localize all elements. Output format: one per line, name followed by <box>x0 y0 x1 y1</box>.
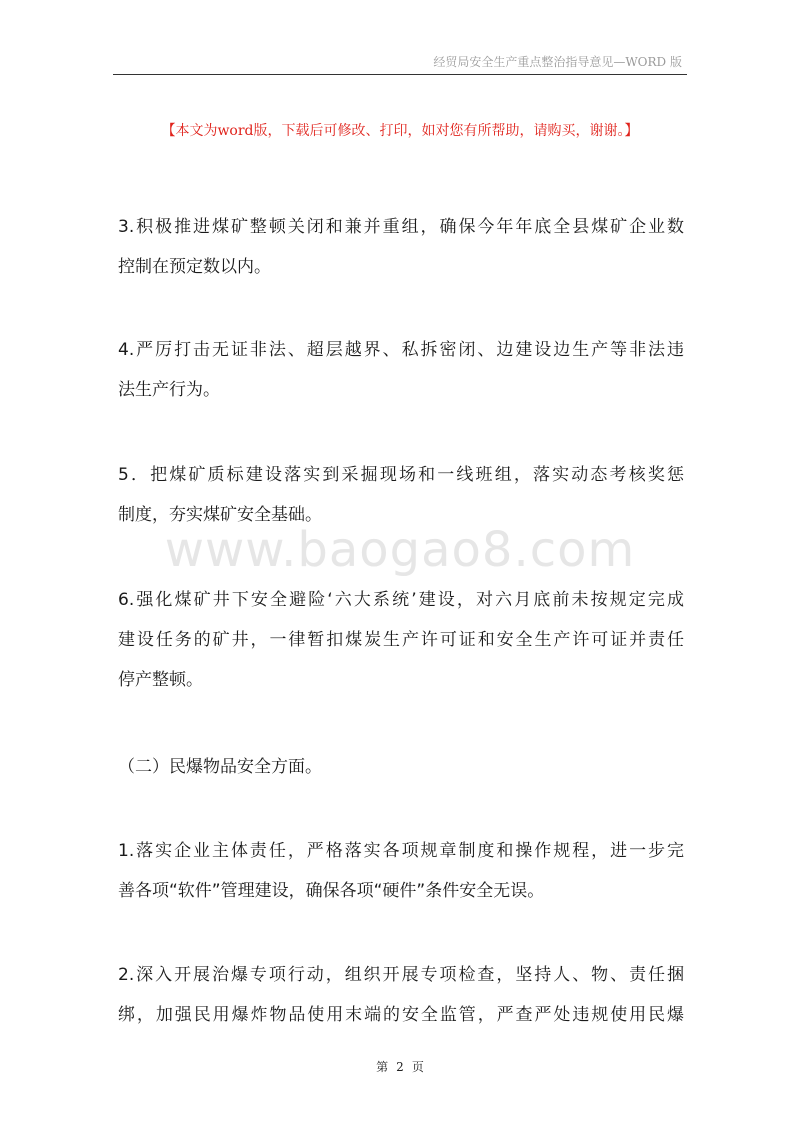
paragraph-line: 绑，加强民用爆炸物品使用末端的安全监管，严查严处违规使用民爆 <box>118 1005 684 1025</box>
paragraph-line: 建设任务的矿井，一律暂扣煤炭生产许可证和安全生产许可证并责任 <box>118 630 684 650</box>
paragraph-line: 1.落实企业主体责任，严格落实各项规章制度和操作规程，进一步完 <box>118 841 684 861</box>
paragraph-line: 3.积极推进煤矿整顿关闭和兼并重组，确保今年年底全县煤矿企业数 <box>118 217 684 237</box>
paragraph-item-6 <box>118 580 684 700</box>
paragraph-item-3 <box>118 207 684 287</box>
page-prefix: 第 <box>376 1060 389 1074</box>
page-footer <box>0 1058 800 1075</box>
page-number: 2 <box>396 1060 404 1074</box>
paragraph-line: 停产整顿。 <box>118 670 203 690</box>
paragraph-item-4 <box>118 330 684 410</box>
paragraph-line: 控制在预定数以内。 <box>118 257 271 277</box>
paragraph-explosives-1 <box>118 831 684 911</box>
paragraph-explosives-2 <box>118 955 684 1035</box>
paragraph-line: 法生产行为。 <box>118 380 220 400</box>
paragraph-line: 6.强化煤矿井下安全避险‘六大系统’建设，对六月底前未按规定完成 <box>118 590 684 610</box>
paragraph-line: 5．把煤矿质标建设落实到采掘现场和一线班组，落实动态考核奖惩 <box>118 465 684 485</box>
section-heading-explosives <box>118 747 684 787</box>
section-heading: （二）民爆物品安全方面。 <box>118 757 322 777</box>
purchase-notice: 【本文为word版，下载后可修改、打印，如对您有所帮助，请购买，谢谢。】 <box>161 123 639 139</box>
document-header-title: 经贸局安全生产重点整治指导意见—WORD 版 <box>433 55 682 69</box>
paragraph-item-5 <box>118 455 684 535</box>
paragraph-line: 2.深入开展治爆专项行动，组织开展专项检查，坚持人、物、责任捆 <box>118 965 684 985</box>
page-suffix: 页 <box>411 1060 424 1074</box>
paragraph-line: 4.严厉打击无证非法、超层越界、私拆密闭、边建设边生产等非法违 <box>118 340 684 360</box>
header-divider <box>113 74 687 75</box>
paragraph-line: 制度，夯实煤矿安全基础。 <box>118 505 322 525</box>
paragraph-line: 善各项“软件”管理建设，确保各项“硬件”条件安全无误。 <box>118 881 545 901</box>
watermark-text: www.baogao8.com <box>164 522 636 578</box>
